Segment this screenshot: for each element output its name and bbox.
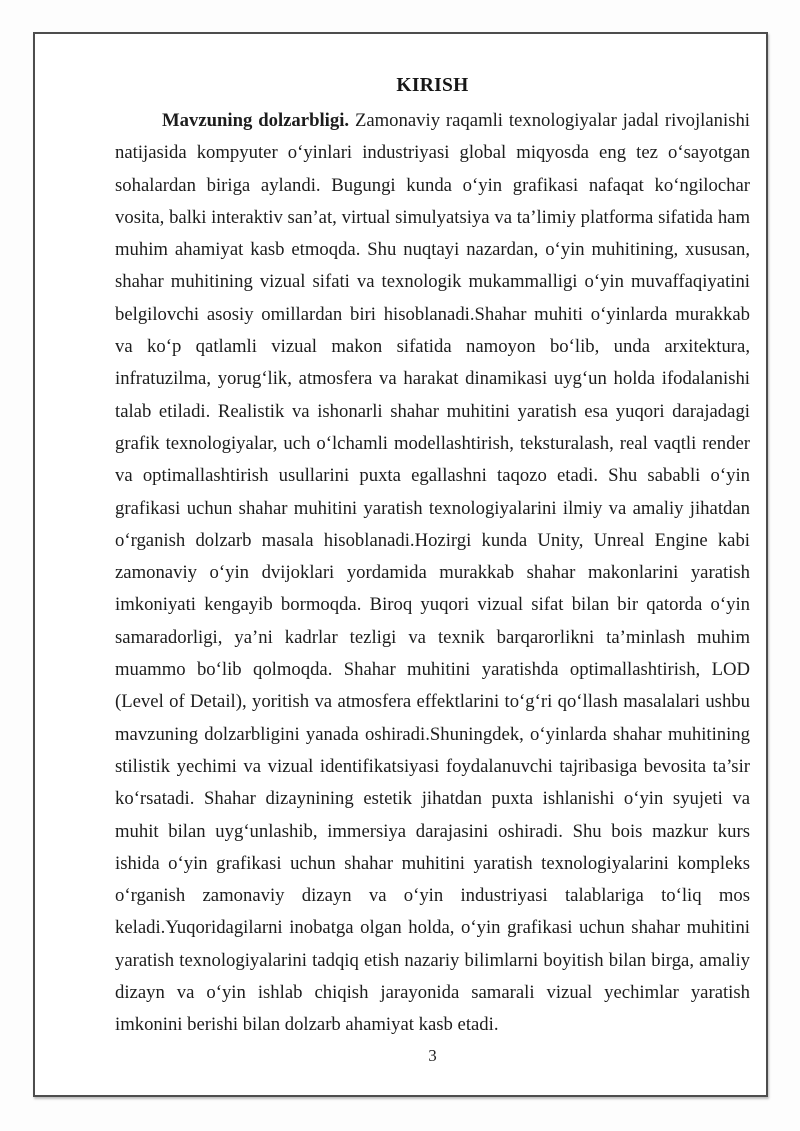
- text-line: va ko‘p qatlamli vizual makon sifatida namoyon bo‘lib, unda arxitektura,: [115, 336, 750, 358]
- text-line: shahar muhitining vizual sifati va texnologik mukammalligi o‘yin muvaffaqiyatini: [115, 271, 750, 293]
- text-line: samaradorligi, ya’ni kadrlar tezligi va texnik barqarorlikni ta’minlash muhim: [115, 626, 750, 648]
- page-number: 3: [428, 1045, 437, 1065]
- text-line: infratuzilma, yorug‘lik, atmosfera va harakat dinamikasi uyg‘un holda ifodalanishi: [115, 368, 750, 390]
- page-title: KIRISH: [396, 75, 469, 96]
- text-line: vosita, balki interaktiv san’at, virtual simulyatsiya va ta’limiy platforma sifatida ham: [115, 206, 750, 228]
- text-line: imkoniyati kengayib bormoqda. Biroq yuqori vizual sifat bilan bir qatorda o‘yin: [115, 594, 750, 616]
- body-paragraph: [115, 105, 750, 1042]
- text-line: imkonini berishi bilan dolzarb ahamiyat kasb etadi.: [115, 1014, 499, 1036]
- text-line: zamonaviy o‘yin dvijoklari yordamida murakkab shahar makonlarini yaratish: [115, 562, 750, 584]
- text-line: natijasida kompyuter o‘yinlari industriyasi global miqyosda eng tez o‘sayotgan: [115, 142, 750, 164]
- text-line: muammo bo‘lib qolmoqda. Shahar muhitini yaratishda optimallashtirish, LOD: [115, 659, 750, 681]
- text-line: ishida o‘yin grafikasi uchun shahar muhitini yaratish texnologiyalarini kompleks: [115, 852, 750, 874]
- text-line: grafik texnologiyalar, uch o‘lchamli modellashtirish, teksturalash, real vaqtli render: [115, 432, 750, 454]
- text-line: belgilovchi asosiy omillardan biri hisoblanadi.Shahar muhiti o‘yinlarda murakkab: [115, 303, 750, 325]
- first-line-text: Zamonaviy raqamli texnologiyalar jadal rivojlanishi: [354, 110, 750, 131]
- text-line: o‘rganish zamonaviy dizayn va o‘yin industriyasi talablariga to‘liq mos: [115, 885, 750, 907]
- page-border: [33, 32, 768, 1097]
- text-line: stilistik yechimi va vizual identifikatsiyasi foydalanuvchi tajribasiga bevosita ta’sir: [115, 755, 750, 777]
- text-line: keladi.Yuqoridagilarni inobatga olgan holda, o‘yin grafikasi uchun shahar muhitini: [115, 917, 750, 939]
- text-line: yaratish texnologiyalarini tadqiq etish nazariy bilimlarni boyitish bilan birga, amaliy: [115, 949, 750, 971]
- page-content: [35, 34, 766, 1095]
- lead-bold-phrase: Mavzuning dolzarbligi.: [162, 110, 350, 131]
- text-line: va optimallashtirish usullarini puxta egallashni taqozo etadi. Shu sababli o‘yin: [115, 465, 750, 487]
- text-line: muhim ahamiyat kasb etmoqda. Shu nuqtayi nazardan, o‘yin muhitining, xususan,: [115, 239, 750, 261]
- text-line: muhit bilan uyg‘unlashib, immersiya darajasini oshiradi. Shu bois mazkur kurs: [115, 820, 750, 842]
- paragraph-first-line: [115, 105, 750, 137]
- text-line: (Level of Detail), yoritish va atmosfera effektlarini to‘g‘ri qo‘llash masalalari ushbu: [115, 691, 750, 713]
- text-line: grafikasi uchun shahar muhitini yaratish texnologiyalarini ilmiy va amaliy jihatdan: [115, 497, 750, 519]
- text-line: sohalardan biriga aylandi. Bugungi kunda o‘yin grafikasi nafaqat ko‘ngilochar: [115, 174, 750, 196]
- text-line: o‘rganish dolzarb masala hisoblanadi.Hozirgi kunda Unity, Unreal Engine kabi: [115, 529, 750, 551]
- text-line: talab etiladi. Realistik va ishonarli shahar muhitini yaratish esa yuqori darajadagi: [115, 400, 750, 422]
- text-line: mavzuning dolzarbligini yanada oshiradi.Shuningdek, o‘yinlarda shahar muhitining: [115, 723, 750, 745]
- text-line: ko‘rsatadi. Shahar dizaynining estetik jihatdan puxta ishlanishi o‘yin syujeti va: [115, 788, 750, 810]
- text-line: dizayn va o‘yin ishlab chiqish jarayonida samarali vizual yechimlar yaratish: [115, 982, 750, 1004]
- paragraph-lines: [115, 137, 750, 1041]
